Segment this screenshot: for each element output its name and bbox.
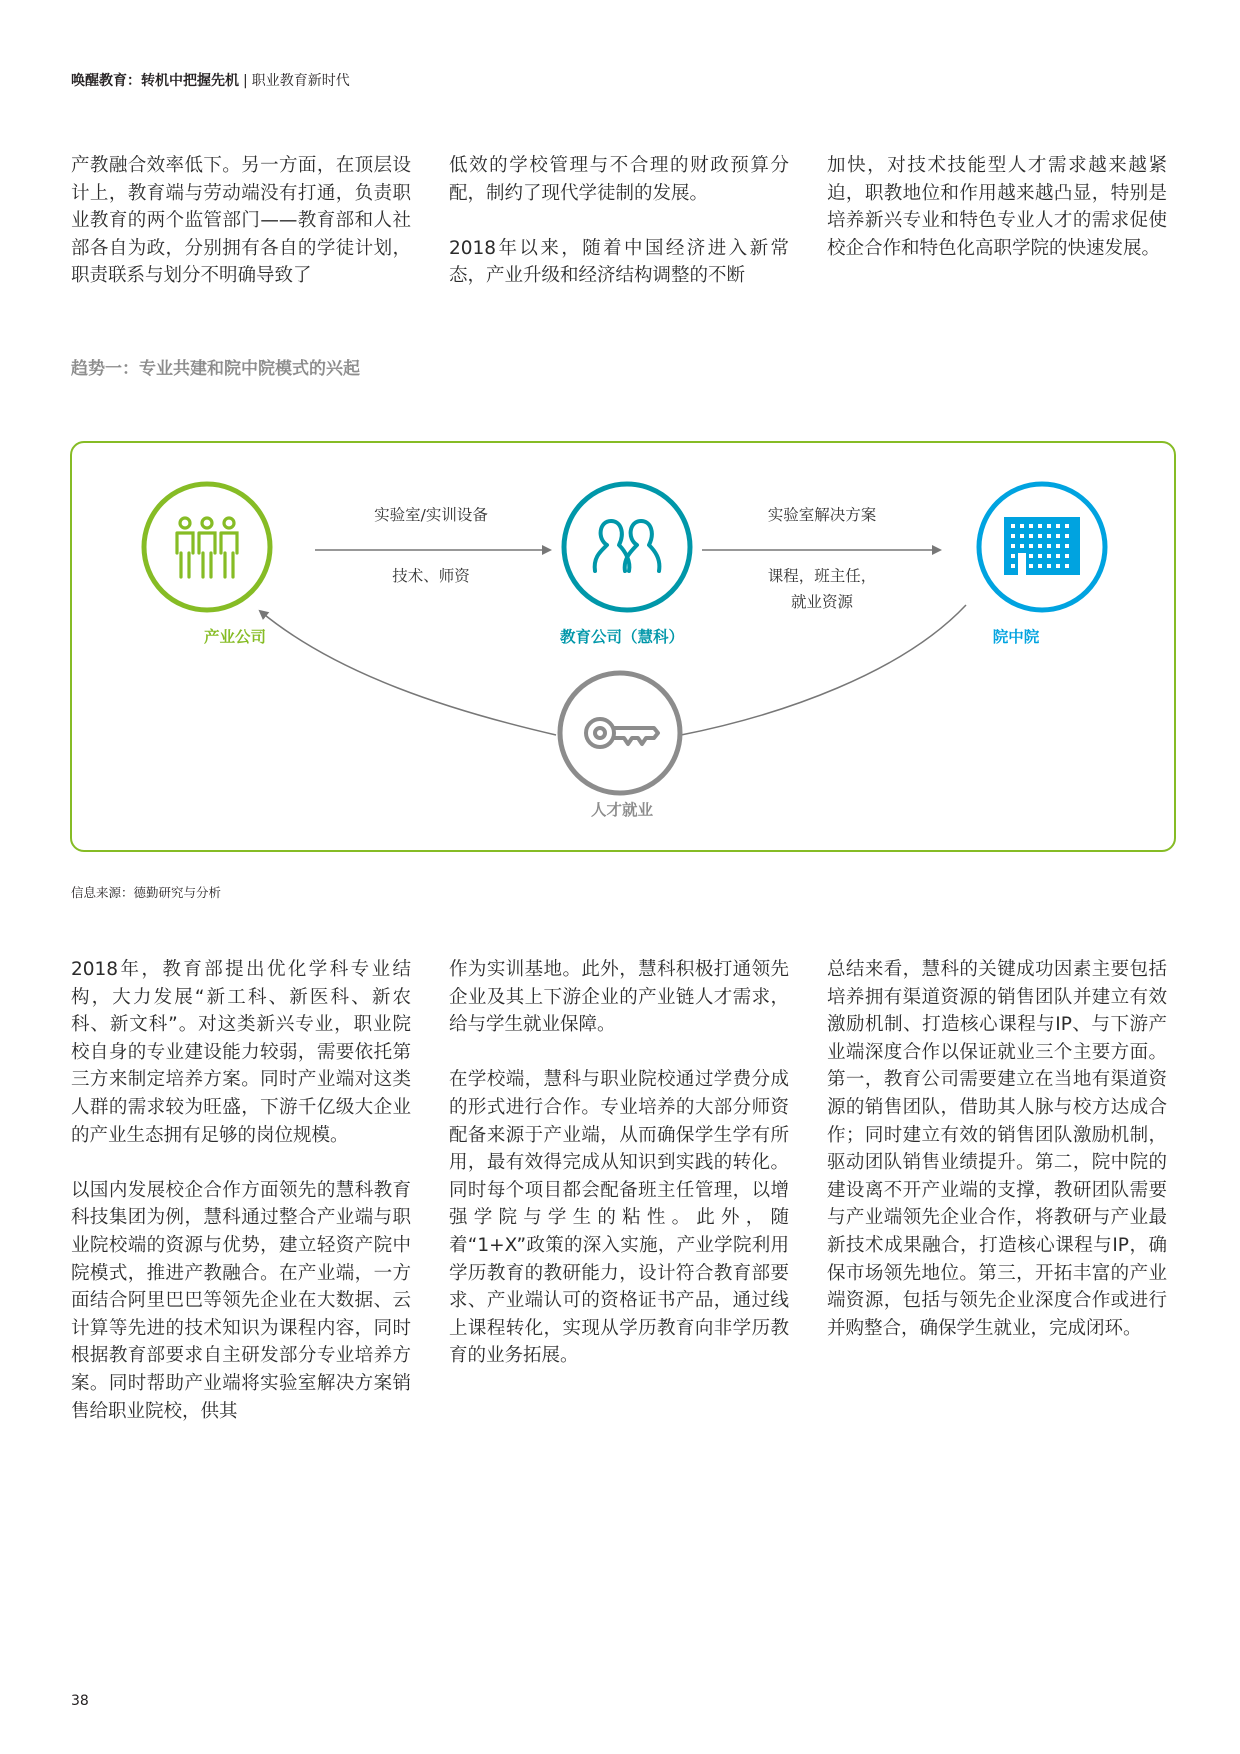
bottom-column-3 (827, 956, 1167, 1342)
chapter-title: 职业教育新时代 (251, 73, 350, 89)
education-label: 教育公司（慧科） (559, 628, 685, 646)
arrow2-top-label: 实验室解决方案 (767, 506, 877, 524)
arrow2-bottom-line1: 课程，班主任， (767, 567, 877, 585)
source-note: 信息来源：德勤研究与分析 (71, 885, 222, 900)
education-node (564, 484, 690, 610)
diagram-graphics (72, 443, 1178, 854)
paragraph: 加快，对技术技能型人才需求越来越紧迫，职教地位和作用越来越凸显，特别是培养新兴专业和特色专业人才的需求促使校企合作和特色化高职学院的快速发展。 (827, 155, 1167, 259)
arrow1-bottom-label: 技术、师资 (392, 567, 470, 585)
talent-node (560, 673, 680, 793)
building-icon (1004, 517, 1080, 575)
industry-label: 产业公司 (203, 628, 267, 646)
top-column-1 (71, 152, 411, 290)
top-column-3 (827, 152, 1167, 262)
page-number: 38 (71, 1693, 89, 1709)
publication-title: 唤醒教育：转机中把握先机 (71, 73, 239, 89)
section-heading: 趋势一：专业共建和院中院模式的兴起 (71, 359, 360, 379)
bottom-column-2 (449, 956, 789, 1370)
arrow2-bottom-line2: 就业资源 (790, 593, 854, 611)
paragraph: 以国内发展校企合作方面领先的慧科教育科技集团为例，慧科通过整合产业端与职业院校端的资源与优势，建立轻资产院中院模式，推进产教融合。在产业端，一方面结合阿里巴巴等领先企业在大数据、云计算等先进的技术知识为课程内容，同时根据教育部要求自主研发部分专业培养方案。同时帮助产业端将实验室解决方案销售给职业院校，供其 (71, 1179, 411, 1422)
paragraph: 2018年以来，随着中国经济进入新常态，产业升级和经济结构调整的不断 (449, 237, 789, 287)
paragraph: 在学校端，慧科与职业院校通过学费分成的形式进行合作。专业培养的大部分师资配备来源于产业端，从而确保学生学有所用，最有效得完成从知识到实践的转化。同时每个项目都会配备班主任管理，以增强学院与学生的粘性。此外，随着“1+X”政策的深入实施，产业学院利用学历教育的教研能力，设计符合教育部要求、产业端认可的资格证书产品，通过线上课程转化，实现从学历教育向非学历教育的业务拓展。 (449, 1069, 789, 1367)
paragraph: 总结来看，慧科的关键成功因素主要包括培养拥有渠道资源的销售团队并建立有效激励机制、打造核心课程与IP、与下游产业端深度合作以保证就业三个主要方面。第一，教育公司需要建立在当地有渠道资源的销售团队，借助其人脉与校方达成合作；同时建立有效的销售团队激励机制，驱动团队销售业绩提升。第二，院中院的建设离不开产业端的支撑，教研团队需要与产业端领先企业合作，将教研与产业最新技术成果融合，打造核心课程与IP，确保市场领先地位。第三，开拓丰富的产业端资源，包括与领先企业深度合作或进行并购整合，确保学生就业，完成闭环。 (827, 959, 1167, 1339)
paragraph: 产教融合效率低下。另一方面，在顶层设计上，教育端与劳动端没有打通，负责职业教育的两个监管部门——教育部和人社部各自为政，分别拥有各自的学徒计划，职责联系与划分不明确导致了 (71, 155, 411, 287)
college-label: 院中院 (992, 628, 1040, 646)
paragraph: 2018年，教育部提出优化学科专业结构，大力发展“新工科、新医科、新农科、新文科”。对这类新兴专业，职业院校自身的专业建设能力较弱，需要依托第三方来制定培养方案。同时产业端对这类人群的需求较为旺盛，下游千亿级大企业的产业生态拥有足够的岗位规模。 (71, 959, 411, 1146)
industry-node (144, 484, 270, 610)
bottom-column-1 (71, 956, 411, 1425)
curve-talent-to-industry (260, 611, 556, 735)
model-diagram (70, 441, 1176, 852)
paragraph: 低效的学校管理与不合理的财政预算分配，制约了现代学徒制的发展。 (449, 155, 789, 204)
running-header (71, 70, 350, 90)
talent-label: 人才就业 (590, 801, 654, 819)
college-node (979, 484, 1105, 610)
arrow1-top-label: 实验室/实训设备 (374, 506, 488, 524)
paragraph: 作为实训基地。此外，慧科积极打通领先企业及其上下游企业的产业链人才需求，给与学生就业保障。 (449, 959, 789, 1036)
header-separator: | (243, 73, 248, 89)
arrow2-bottom-label (768, 563, 877, 615)
curve-college-to-talent (681, 605, 966, 735)
top-column-2 (449, 152, 789, 290)
